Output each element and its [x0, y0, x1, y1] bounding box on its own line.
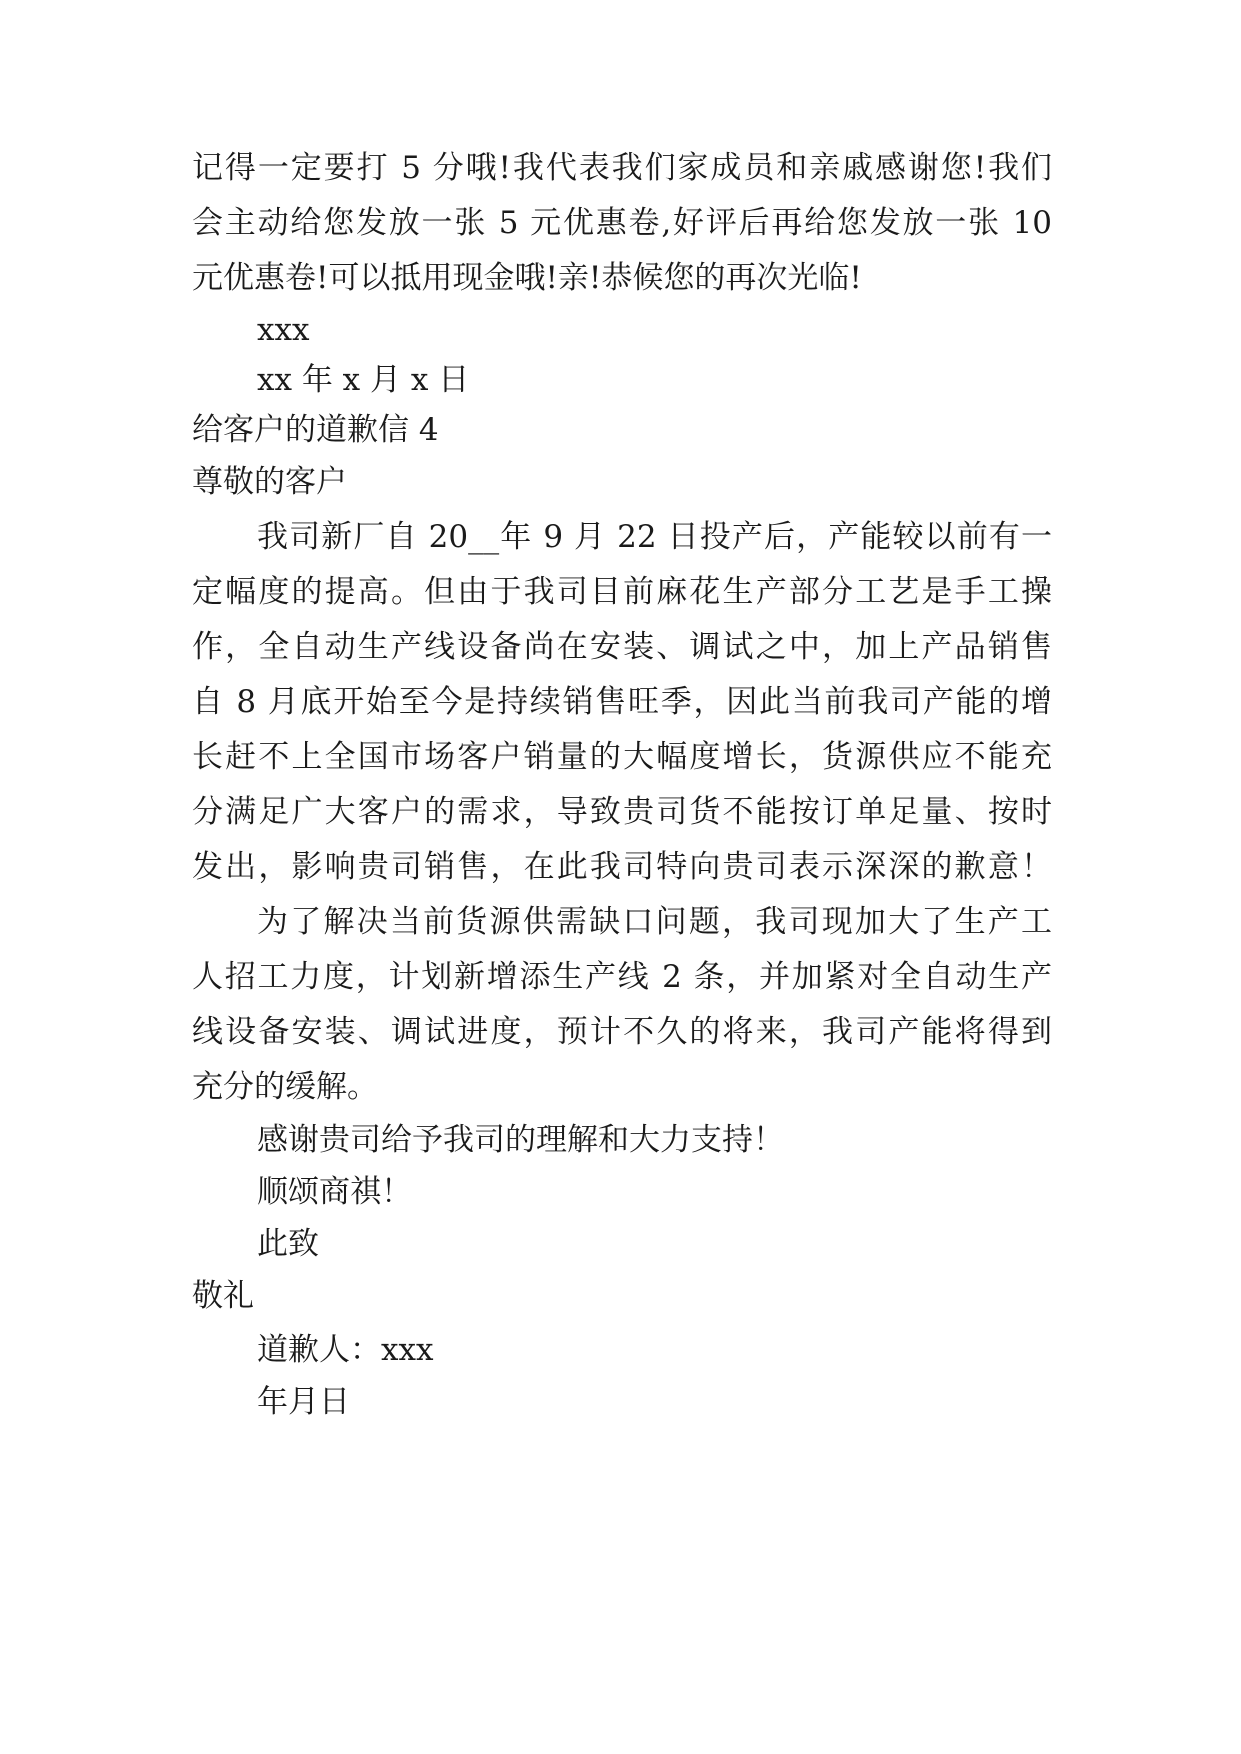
text-line: 充分的缓解。	[192, 1069, 378, 1105]
text-line: 分满足广大客户的需求，导致贵司货不能按订单足量、按时	[192, 794, 1052, 830]
text-line: 为了解决当前货源供需缺口问题，我司现加大了生产工	[257, 904, 1052, 940]
text-line: 人招工力度，计划新增添生产线 2 条，并加紧对全自动生产	[192, 959, 1052, 995]
closing-jingli: 敬礼	[192, 1278, 254, 1314]
text-line: 会主动给您发放一张 5 元优惠卷,好评后再给您发放一张 10	[192, 205, 1052, 241]
text-line: 作，全自动生产线设备尚在安装、调试之中，加上产品销售	[192, 629, 1052, 665]
signature-name: xxx	[257, 312, 310, 348]
text-line: 感谢贵司给予我司的理解和大力支持！	[257, 1122, 784, 1158]
text-line: 线设备安装、调试进度，预计不久的将来，我司产能将得到	[192, 1014, 1052, 1050]
salutation: 尊敬的客户	[192, 464, 347, 500]
date-line: 年月日	[257, 1384, 350, 1420]
text-line: 定幅度的提高。但由于我司目前麻花生产部分工艺是手工操	[192, 574, 1052, 610]
text-line: 发出，影响贵司销售，在此我司特向贵司表示深深的歉意！	[192, 849, 1052, 885]
text-line: 记得一定要打 5 分哦!我代表我们家成员和亲戚感谢您!我们	[192, 150, 1052, 186]
text-line: 我司新厂自 20__年 9 月 22 日投产后，产能较以前有一	[257, 519, 1052, 555]
text-line: 自 8 月底开始至今是持续销售旺季，因此当前我司产能的增	[192, 684, 1052, 720]
closing-cizhi: 此致	[257, 1226, 319, 1262]
text-line: 元优惠卷!可以抵用现金哦!亲!恭候您的再次光临!	[192, 260, 862, 296]
letter-title: 给客户的道歉信 4	[192, 412, 439, 448]
closing-wish: 顺颂商祺！	[257, 1174, 412, 1210]
signature-date: xx 年 x 月 x 日	[257, 362, 470, 398]
apologizer: 道歉人：xxx	[257, 1332, 434, 1368]
text-line: 长赶不上全国市场客户销量的大幅度增长，货源供应不能充	[192, 739, 1052, 775]
